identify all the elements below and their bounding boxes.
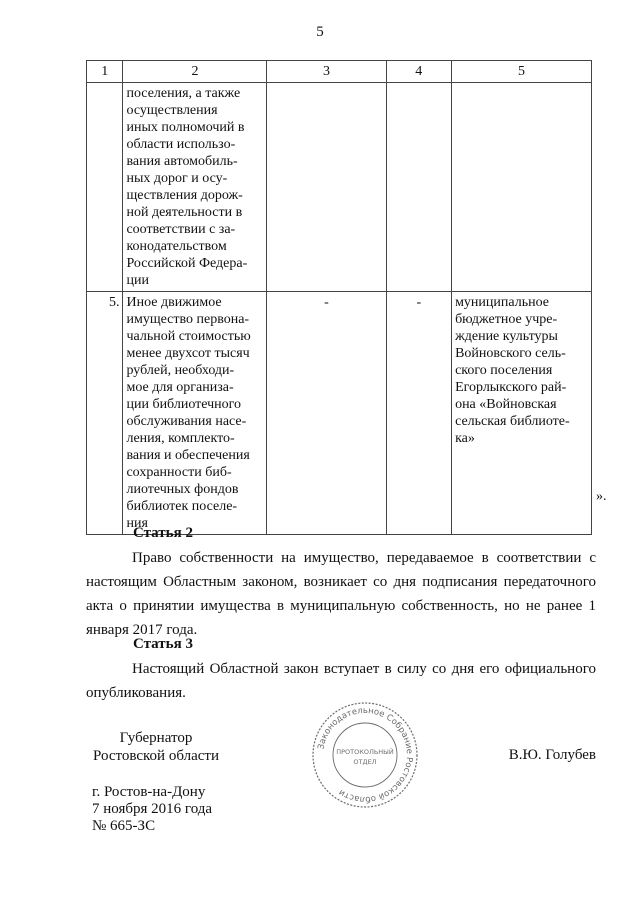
property-name-cell: Иное движимое имущество первона- чальной стоимостью менее двухсот тысяч рублей, необходи- мое для организа- ции библиотечного обслуживания насе- ления, комплекто- вания и обеспечения сохранности биб- лиотечных фондов библиотек поселе- ния xyxy=(123,292,267,535)
header-cell-5: 5 xyxy=(452,61,592,83)
header-cell-1: 1 xyxy=(87,61,123,83)
date: 7 ноября 2016 года xyxy=(92,801,213,817)
signatory-title-line1: Губернатор xyxy=(119,730,193,746)
seal-inner-line2: ОТДЕЛ xyxy=(353,758,377,766)
table-header-row xyxy=(87,61,592,83)
row-number xyxy=(87,83,123,292)
table-row xyxy=(87,292,592,535)
signatory-title xyxy=(86,729,226,765)
header-cell-4: 4 xyxy=(386,61,452,83)
signatory-name: В.Ю. Голубев xyxy=(508,747,596,763)
seal-inner-line1: ПРОТОКОЛЬНЫЙ xyxy=(336,748,394,756)
property-table xyxy=(86,60,592,535)
col3-cell: - xyxy=(267,292,386,535)
closing-quote: ». xyxy=(596,489,607,504)
row-number: 5. xyxy=(87,292,123,535)
article-2-text: Право собственности на имущество, передаваемое в соответствии с настоящим Областным законом, возникает со дня подписания передаточного акта о принятии имущества в муниципальную собственность, но не ранее 1 января 2017 года. xyxy=(86,550,596,638)
seal-outer-text: Законодательное Собрание Ростовской области xyxy=(316,705,415,805)
table-row xyxy=(87,83,592,292)
article-2-title: Статья 2 xyxy=(133,525,193,541)
article-3-text: Настоящий Областной закон вступает в силу со дня его официального опубликования. xyxy=(86,661,596,701)
city: г. Ростов-на-Дону xyxy=(92,784,206,800)
recipient-cell xyxy=(452,83,592,292)
law-number: № 665-ЗС xyxy=(92,818,156,834)
header-cell-3: 3 xyxy=(267,61,386,83)
recipient-cell: муниципальное бюджетное учре- ждение культуры Войновского сель- ского поселения Егорлыкского рай- она «Войновская сельская библиоте- ка» xyxy=(452,292,592,535)
place-date-block xyxy=(92,784,212,835)
col4-cell: - xyxy=(386,292,452,535)
header-cell-2: 2 xyxy=(123,61,267,83)
col3-cell xyxy=(267,83,386,292)
col4-cell xyxy=(386,83,452,292)
article-3-title: Статья 3 xyxy=(133,636,193,652)
official-seal xyxy=(310,700,420,810)
page-number: 5 xyxy=(316,24,324,40)
signatory-title-line2: Ростовской области xyxy=(93,748,219,764)
property-name-cell: поселения, а также осуществления иных полномочий в области использо- вания автомобиль- ных дорог и осу- ществления дорож- ной деятельности в соответствии с за- конодательством Российской Федера- ции xyxy=(123,83,267,292)
